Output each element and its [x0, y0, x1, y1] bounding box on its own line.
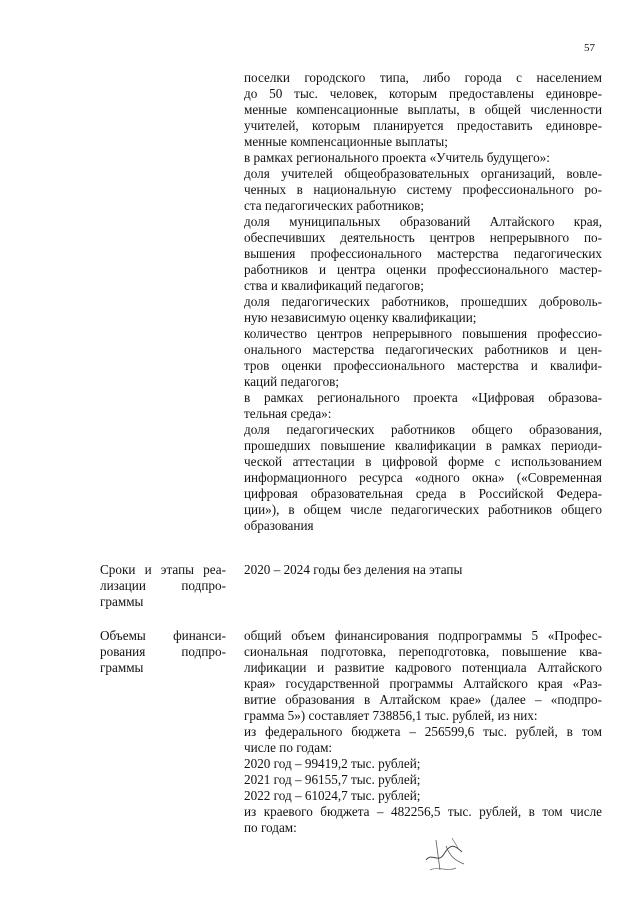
- text-line: прошедших повышение квалификации в рамках периоди-: [244, 438, 602, 453]
- text-line: доля педагогических работников, прошедших доброволь-: [244, 294, 602, 309]
- funding-line: края» государственной программы Алтайского края «Раз-: [244, 676, 602, 691]
- text-line: образования: [244, 518, 314, 533]
- text-line: онального мастерства педагогических работников и цен-: [244, 342, 602, 357]
- funding-line: 2021 год – 96155,7 тыс. рублей;: [244, 772, 421, 787]
- funding-line: из краевого бюджета – 482256,5 тыс. рублей, в том числе: [244, 804, 602, 819]
- terms-label-line: Сроки и этапы реа-: [100, 562, 226, 577]
- terms-label-line: граммы: [100, 594, 144, 609]
- text-line: ции»), в общем числе педагогических работников общего: [244, 502, 602, 517]
- signature-mark: [418, 830, 474, 880]
- text-line: работников и центра оценки профессионального мастер-: [244, 262, 602, 277]
- text-line: ста педагогических работников;: [244, 198, 425, 213]
- terms-value: 2020 – 2024 годы без деления на этапы: [244, 562, 463, 577]
- funding-line: 2022 год – 61024,7 тыс. рублей;: [244, 788, 421, 803]
- page-number: 57: [584, 42, 595, 54]
- funding-line: из федерального бюджета – 256599,6 тыс. рублей, в том: [244, 724, 602, 739]
- funding-label-line: граммы: [100, 660, 144, 675]
- funding-line: числе по годам:: [244, 740, 333, 755]
- text-line: доля педагогических работников общего образования,: [244, 422, 602, 437]
- funding-line: грамма 5») составляет 738856,1 тыс. рублей, из них:: [244, 708, 538, 723]
- funding-line: сиональная подготовка, переподготовка, повышение ква-: [244, 644, 602, 659]
- text-line: ную независимую оценку квалификации;: [244, 310, 477, 325]
- text-line: количество центров непрерывного повышения профессио-: [244, 326, 602, 341]
- text-line: доля муниципальных образований Алтайского края,: [244, 214, 602, 229]
- text-line: учителей, которым планируется предоставить единовре-: [244, 118, 602, 133]
- text-line: тров оценки профессионального мастерства и квалифи-: [244, 358, 602, 373]
- text-line: ства и квалификаций педагогов;: [244, 278, 424, 293]
- text-line: менные компенсационные выплаты;: [244, 134, 448, 149]
- text-line: ченных в национальную систему профессионального ро-: [244, 182, 602, 197]
- funding-line: витие образования в Алтайском крае» (далее – «подпро-: [244, 692, 602, 707]
- funding-line: по годам:: [244, 820, 297, 835]
- text-line: ческой аттестации в цифровой форме с использованием: [244, 454, 602, 469]
- text-line: до 50 тыс. человек, которым предоставлены единовре-: [244, 86, 602, 101]
- funding-line: общий объем финансирования подпрограммы 5 «Профес-: [244, 628, 602, 643]
- terms-label-line: лизации подпро-: [100, 578, 226, 593]
- text-line: тельная среда»:: [244, 406, 332, 421]
- text-line: каций педагогов;: [244, 374, 340, 389]
- text-line: в рамках регионального проекта «Учитель будущего»:: [244, 150, 550, 165]
- text-line: цифровая образовательная среда в Российской Федера-: [244, 486, 602, 501]
- text-line: в рамках регионального проекта «Цифровая образова-: [244, 390, 602, 405]
- funding-label-line: Объемы финанси-: [100, 628, 226, 643]
- text-line: информационного ресурса «одного окна» («Современная: [244, 470, 602, 485]
- text-line: вышения профессионального мастерства педагогических: [244, 246, 602, 261]
- text-line: доля учителей общеобразовательных организаций, вовле-: [244, 166, 602, 181]
- funding-line: 2020 год – 99419,2 тыс. рублей;: [244, 756, 421, 771]
- funding-line: лификации и развитие кадрового потенциала Алтайского: [244, 660, 602, 675]
- text-line: обеспечивших деятельность центров непрерывного по-: [244, 230, 602, 245]
- text-line: менные компенсационные выплаты, в общей численности: [244, 102, 602, 117]
- funding-label-line: рования подпро-: [100, 644, 226, 659]
- text-line: поселки городского типа, либо города с населением: [244, 70, 602, 85]
